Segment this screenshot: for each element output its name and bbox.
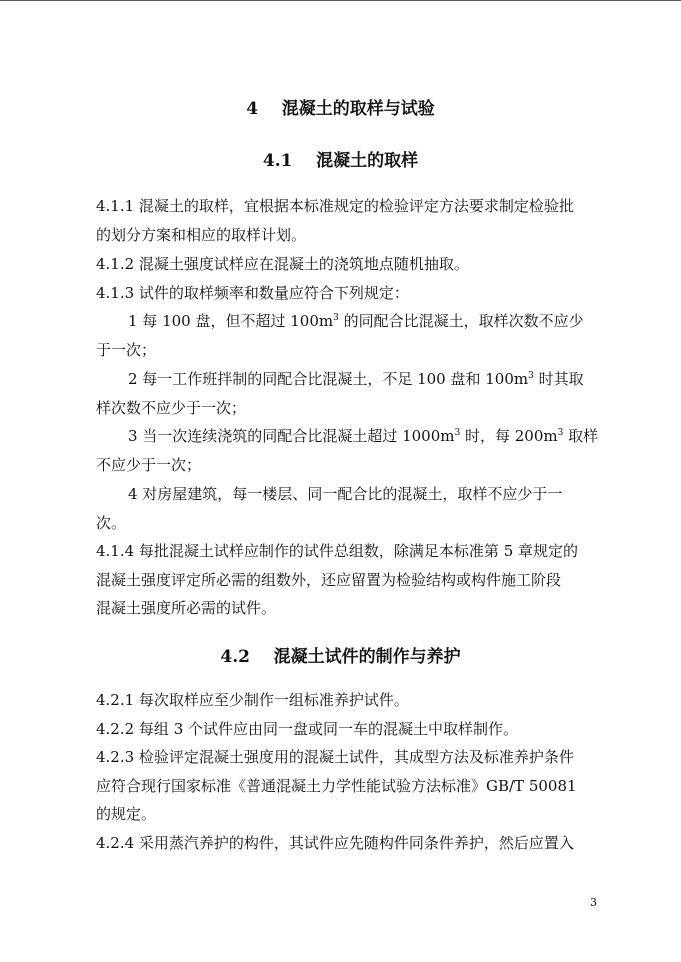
chapter-heading <box>0 94 681 119</box>
clause-4-1-4-line-2: 混凝土强度评定所必需的组数外，还应留置为检验结构或构件施工阶段 <box>96 571 562 589</box>
section-number: 4.2 <box>220 647 250 667</box>
section-title: 混凝土试件的制作与养护 <box>273 647 461 667</box>
item-2-line-1 <box>128 369 584 389</box>
clause-4-1-4-line-1: 4.1.4 每批混凝土试样应制作的试件总组数，除满足本标准第 5 章规定的 <box>96 542 579 560</box>
item-3-text-c: 取样 <box>563 427 599 445</box>
item-3-superscript-2: 3 <box>557 428 564 438</box>
item-1-line-2: 于一次； <box>96 341 157 359</box>
item-3-text-b: 时，每 200m <box>460 427 558 445</box>
chapter-number: 4 <box>246 99 259 119</box>
clause-4-2-2-line-1: 4.2.2 每组 3 个试件应由同一盘或同一车的混凝土中取样制作。 <box>96 720 519 738</box>
clause-4-2-1-line-1: 4.2.1 每次取样应至少制作一组标准养护试件。 <box>96 691 409 709</box>
clause-4-1-4-line-3: 混凝土强度所必需的试件。 <box>96 599 277 617</box>
clause-4-2-3-line-2: 应符合现行国家标准《普通混凝土力学性能试验方法标准》GB/T 50081 <box>96 777 577 795</box>
clause-4-1-1-line-2: 的划分方案和相应的取样计划。 <box>96 226 307 244</box>
item-1-text-b: 的同配合比混凝土，取样次数不应少 <box>338 312 584 330</box>
item-2-text-a: 2 每一工作班拌制的同配合比混凝土，不足 100 盘和 100m <box>128 370 529 388</box>
chapter-title: 混凝土的取样与试验 <box>281 99 435 119</box>
item-1-line-1 <box>128 311 584 331</box>
item-2-text-b: 时其取 <box>533 370 584 388</box>
item-4-line-2: 次。 <box>96 514 127 532</box>
page-number: 3 <box>590 896 597 909</box>
item-3-line-2: 不应少于一次； <box>96 456 202 474</box>
item-3-line-1 <box>128 426 598 446</box>
clause-4-2-3-line-3: 的规定。 <box>96 805 157 823</box>
clause-4-1-2-line-1: 4.1.2 混凝土强度试样应在混凝土的浇筑地点随机抽取。 <box>96 255 469 273</box>
item-1-text-a: 1 每 100 盘，但不超过 100m <box>128 312 334 330</box>
clause-4-2-4-line-1: 4.2.4 采用蒸汽养护的构件，其试件应先随构件同条件养护，然后应置入 <box>96 834 574 852</box>
section-4-1-heading <box>0 146 681 171</box>
clause-4-1-3-line-1: 4.1.3 试件的取样频率和数量应符合下列规定： <box>96 284 409 302</box>
item-1-superscript: 3 <box>333 313 339 323</box>
item-2-superscript: 3 <box>528 371 534 381</box>
clause-4-1-1-line-1: 4.1.1 混凝土的取样，宜根据本标准规定的检验评定方法要求制定检验批 <box>96 197 574 215</box>
item-4-line-1: 4 对房屋建筑，每一楼层、同一配合比的混凝土，取样不应少于一 <box>128 485 563 503</box>
clause-4-2-3-line-1: 4.2.3 检验评定混凝土强度用的混凝土试件，其成型方法及标准养护条件 <box>96 748 574 766</box>
item-3-text-a: 3 当一次连续浇筑的同配合比混凝土超过 1000m <box>128 427 455 445</box>
item-3-superscript-1: 3 <box>454 428 461 438</box>
section-4-2-heading <box>0 642 681 667</box>
section-title: 混凝土的取样 <box>316 151 419 171</box>
section-number: 4.1 <box>262 151 293 171</box>
item-2-line-2: 样次数不应少于一次； <box>96 399 247 417</box>
